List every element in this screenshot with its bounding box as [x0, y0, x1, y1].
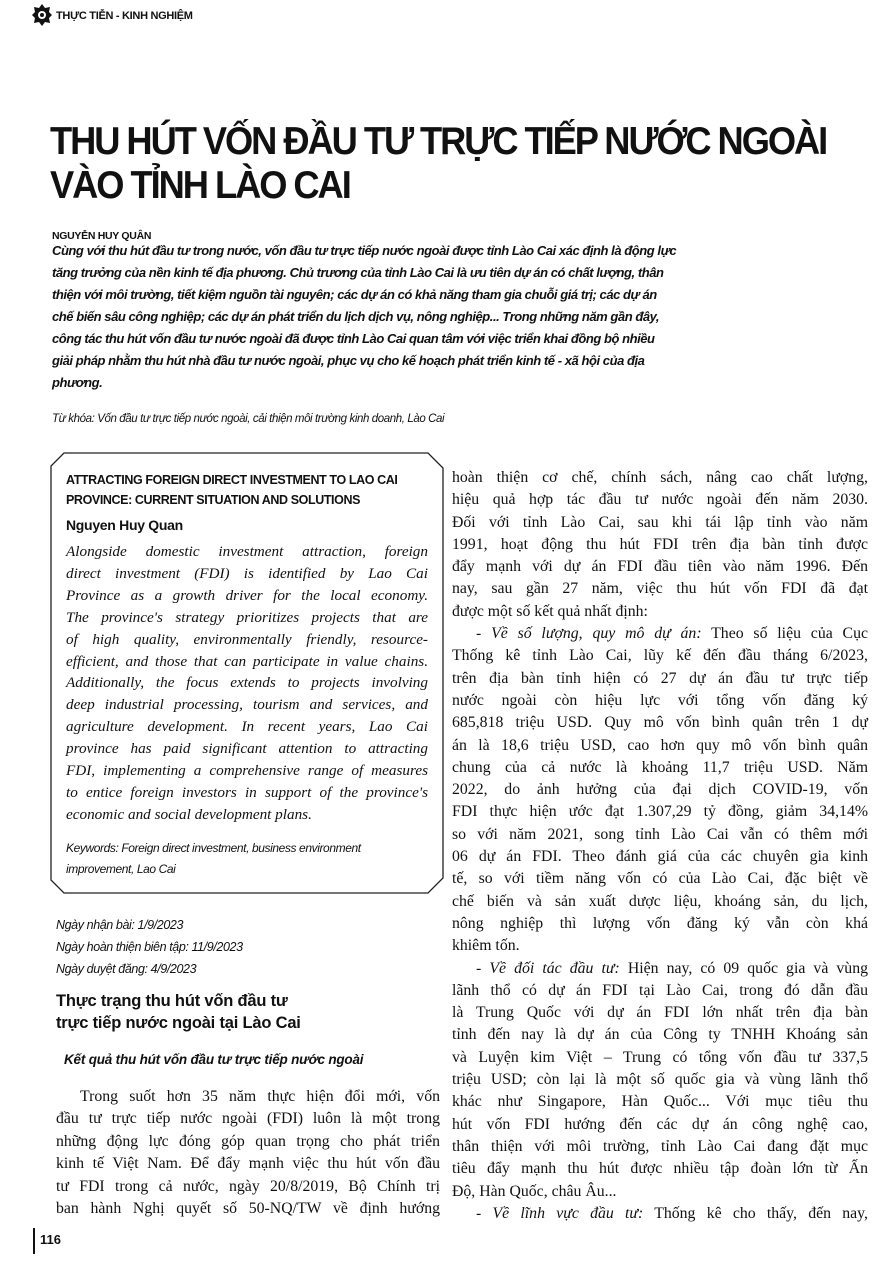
paragraph [452, 1203, 868, 1225]
body-line [452, 824, 868, 846]
body-line [452, 690, 868, 712]
keywords-vi: Từ khóa: Vốn đầu tư trực tiếp nước ngoài, cải thiện môi trường kinh doanh, Lào Cai [52, 413, 445, 425]
paragraph-lead: - Về lĩnh vực đầu tư: [476, 1204, 644, 1222]
body-line-text: hút vốn FDI hướng đến các dự án công nghệ cao, [452, 1115, 868, 1133]
body-line [452, 578, 868, 600]
body-line-text: Đối với tỉnh Lào Cai, sau khi tái lập tỉnh vào năm [452, 513, 868, 531]
english-abstract-line: The province's strategy prioritizes projects that are [66, 608, 428, 626]
english-title-line: ATTRACTING FOREIGN DIRECT INVESTMENT TO LAO CAI [66, 473, 398, 487]
title-line: THU HÚT VỐN ĐẦU TƯ TRỰC TIẾP NƯỚC NGOÀI [50, 120, 827, 163]
body-line-text: 06 dự án FDI. Theo đánh giá của các chuyên gia kinh [452, 848, 868, 866]
english-abstract-line: province has paid significant attention to attracting [66, 740, 428, 758]
body-line [452, 534, 868, 556]
page-number: 116 [40, 1232, 61, 1247]
left-body-text [56, 1086, 440, 1220]
section-heading-line: trực tiếp nước ngoài tại Lào Cai [56, 1014, 301, 1032]
english-abstract-box [50, 452, 444, 894]
body-line-text: được một số kết quả nhất định: [452, 602, 648, 620]
body-line-text: nông nghiệp thì lượng vốn đăng ký vẫn còn khá [452, 914, 868, 932]
body-line-text: chung của cả nước là khoảng 11,7 triệu USD. Năm [452, 758, 868, 776]
body-line: kinh tế Việt Nam. Để đẩy mạnh việc thu hút vốn đầu [56, 1155, 440, 1173]
english-abstract-line: FDI, implementing a comprehensive range of measures [66, 762, 428, 780]
body-line [452, 846, 868, 868]
english-abstract-line: Province as a growth driver for the local economy. [66, 586, 428, 604]
body-line-text: khiêm tốn. [452, 937, 520, 955]
section-heading-line: Thực trạng thu hút vốn đầu tư [56, 992, 288, 1010]
body-line [452, 467, 868, 489]
date-approved: Ngày duyệt đăng: 4/9/2023 [56, 962, 197, 976]
title-line: VÀO TỈNH LÀO CAI [50, 164, 350, 207]
body-line [452, 980, 868, 1002]
english-abstract [66, 541, 428, 826]
body-line [452, 891, 868, 913]
body-line [452, 556, 868, 578]
body-line [452, 1158, 868, 1180]
body-line-text: tiêu đẩy mạnh thu hút được nhiều tập đoàn lớn từ Ấn [452, 1160, 868, 1178]
body-line-text: đẩy mạnh với dự án FDI đầu tiên vào năm 1996. Đến [452, 558, 868, 576]
date-received: Ngày nhận bài: 1/9/2023 [56, 918, 184, 932]
body-line [452, 913, 868, 935]
body-line-text: nước ngoài còn hiệu lực với tổng vốn đăng ký [452, 691, 868, 709]
english-keywords-line: improvement, Lao Cai [66, 862, 176, 876]
body-line [452, 779, 868, 801]
paragraph-lead: - Về số lượng, quy mô dự án: [476, 625, 702, 643]
english-abstract-line: to entice foreign investors in support of the province's [66, 783, 428, 801]
paragraph [452, 467, 868, 623]
body-line [452, 1002, 868, 1024]
gear-emblem-icon [32, 4, 52, 26]
right-body-text [452, 467, 868, 1225]
body-line-text: FDI thực hiện ước đạt 1.307,29 tỷ đồng, giảm 34,14% [452, 803, 868, 821]
body-line-text: 2022, do ảnh hưởng của đại dịch COVID-19, vốn [452, 781, 868, 799]
english-keywords [66, 838, 361, 880]
page-number-bar [33, 1228, 35, 1254]
body-line-text: là Trung Quốc với dự án FDI lớn nhất trên địa bàn [452, 1004, 868, 1022]
body-line-text: án là 18,6 triệu USD, cao hơn quy mô vốn bình quân [452, 736, 868, 754]
body-line [452, 512, 868, 534]
body-line [452, 801, 868, 823]
abstract-vi [52, 240, 692, 394]
section-heading [56, 990, 301, 1034]
body-line-text: hiệu quả hợp tác đầu tư nước ngoài đến năm 2030. [452, 491, 868, 509]
body-line [452, 757, 868, 779]
body-line: ban hành Nghị quyết số 50-NQ/TW về định hướng [56, 1200, 440, 1218]
body-line [452, 1024, 868, 1046]
body-line: tư FDI trong cả nước, ngày 20/8/2019, Bộ Chính trị [56, 1177, 440, 1195]
article-dates [56, 914, 243, 980]
paragraph [452, 623, 868, 957]
body-line [452, 489, 868, 511]
body-line [452, 1136, 868, 1158]
body-line-text: 1991, hoạt động thu hút FDI trên địa bàn tỉnh được [452, 535, 868, 553]
body-line [452, 645, 868, 667]
body-line-text: Hiện nay, có 09 quốc gia và vùng [619, 959, 868, 977]
english-keywords-line: Keywords: Foreign direct investment, business environment [66, 841, 361, 855]
body-line [452, 1091, 868, 1113]
english-title-line: PROVINCE: CURRENT SITUATION AND SOLUTIONS [66, 493, 361, 507]
abstract-line: công tác thu hút vốn đầu tư nước ngoài đã được tỉnh Lào Cai quan tâm với việc triển khai đồng bộ nhiều [52, 331, 655, 346]
body-line-text: tế, so với tiềm năng vốn có của Lào Cai, đặc biệt về [452, 870, 868, 888]
body-line-text: triệu USD; còn lại là một số quốc gia và vùng lãnh thổ [452, 1071, 868, 1089]
article-title [50, 120, 826, 208]
body-line [452, 735, 868, 757]
english-abstract-line: Additionally, the focus extends to projects involving [66, 674, 428, 692]
english-author: Nguyen Huy Quan [66, 517, 183, 533]
english-abstract-line: agriculture development. In recent years, Lao Cai [66, 718, 428, 736]
abstract-line: thiện với môi trường, tiết kiệm nguồn tài nguyên; các dự án có khả năng tham gia chuỗi giá trị; các dự án [52, 287, 657, 302]
body-line-text: Theo số liệu của Cục [701, 625, 868, 643]
body-line-text: 685,818 triệu USD. Quy mô vốn bình quân trên 1 dự [452, 714, 868, 732]
body-line [452, 1047, 868, 1069]
body-line: Trong suốt hơn 35 năm thực hiện đổi mới, vốn [80, 1088, 440, 1105]
body-line-text: hoàn thiện cơ chế, chính sách, nâng cao chất lượng, [452, 469, 868, 486]
article-author: NGUYỄN HUY QUÂN [52, 230, 152, 242]
english-abstract-line: of high quality, environmentally friendly, resource- [66, 630, 428, 648]
body-line-text: thân thiện với môi trường, tỉnh Lào Cai đang đặt mục [452, 1137, 868, 1155]
abstract-line: tăng trưởng của nền kinh tế địa phương. Chủ trương của tỉnh Lào Cai là ưu tiên dự án có chất lượng, thân [52, 265, 664, 280]
english-abstract-line: economic and social development plans. [66, 805, 312, 823]
body-line-text: tỉnh đến nay là dự án của Công ty TNHH Khoáng sản [452, 1026, 868, 1044]
english-abstract-line: Alongside domestic investment attraction, foreign [66, 543, 428, 560]
english-abstract-line: direct investment (FDI) is identified by Lao Cai [66, 564, 428, 582]
body-line: những động lực đóng góp quan trọng cho phát triển [56, 1132, 440, 1150]
body-line [452, 712, 868, 734]
abstract-line: chế biến sâu công nghiệp; các dự án phát triển du lịch dịch vụ, nông nghiệp... Trong những năm gần đây, [52, 309, 660, 324]
body-line-text: và Luyện kim Việt – Trung có tổng vốn đầu tư 337,5 [452, 1048, 868, 1066]
body-line [452, 868, 868, 890]
body-line-text: Thống kê cho thấy, đến nay, [643, 1204, 869, 1222]
body-line [452, 935, 868, 957]
english-title [66, 470, 397, 510]
body-line [452, 1069, 868, 1091]
body-line-text: khác như Singapore, Hàn Quốc... Với mục tiêu thu [452, 1093, 868, 1111]
body-line [452, 958, 868, 980]
body-line [452, 1114, 868, 1136]
body-line: đầu tư trực tiếp nước ngoài (FDI) luôn là một trong [56, 1110, 440, 1128]
body-line-text: nay, sau gần 27 năm, việc thu hút vốn FDI đã đạt [452, 580, 868, 598]
body-line-text: chế biến và sản xuất dược liệu, khoáng sản, du lịch, [452, 892, 868, 910]
body-line-text: lãnh thổ có dự án FDI tại Lào Cai, trong đó dẫn đầu [452, 981, 868, 999]
abstract-line: Cùng với thu hút đầu tư trong nước, vốn đầu tư trực tiếp nước ngoài được tỉnh Lào Cai xác định là động lực [52, 243, 677, 258]
body-line [452, 1181, 868, 1203]
date-edited: Ngày hoàn thiện biên tập: 11/9/2023 [56, 940, 243, 954]
english-abstract-line: deep industrial processing, tourism and services, and [66, 696, 428, 714]
section-label: THỰC TIỄN - KINH NGHIỆM [56, 10, 193, 22]
body-line [452, 601, 868, 623]
body-line-text: trên địa bàn tỉnh hiện có 27 dự án đầu tư trực tiếp [452, 669, 868, 687]
body-line-text: Thống kê tỉnh Lào Cai, lũy kế đến đầu tháng 6/2023, [452, 647, 868, 665]
abstract-line: giải pháp nhằm thu hút nhà đầu tư nước ngoài, phục vụ cho kế hoạch phát triển kinh tế - xã hội của địa [52, 353, 645, 368]
body-line-text: so với năm 2021, song tỉnh Lào Cai vẫn có thêm mới [452, 825, 868, 843]
paragraph [452, 958, 868, 1203]
paragraph-lead: - Về đối tác đầu tư: [476, 959, 620, 977]
abstract-line: phương. [52, 375, 103, 390]
english-abstract-line: efficient, and those that can participate in value chains. [66, 652, 428, 670]
body-line [452, 623, 868, 645]
body-line [452, 668, 868, 690]
body-line [452, 1203, 868, 1225]
subheading: Kết quả thu hút vốn đầu tư trực tiếp nước ngoài [64, 1052, 364, 1067]
body-line-text: Độ, Hàn Quốc, châu Âu... [452, 1182, 617, 1200]
